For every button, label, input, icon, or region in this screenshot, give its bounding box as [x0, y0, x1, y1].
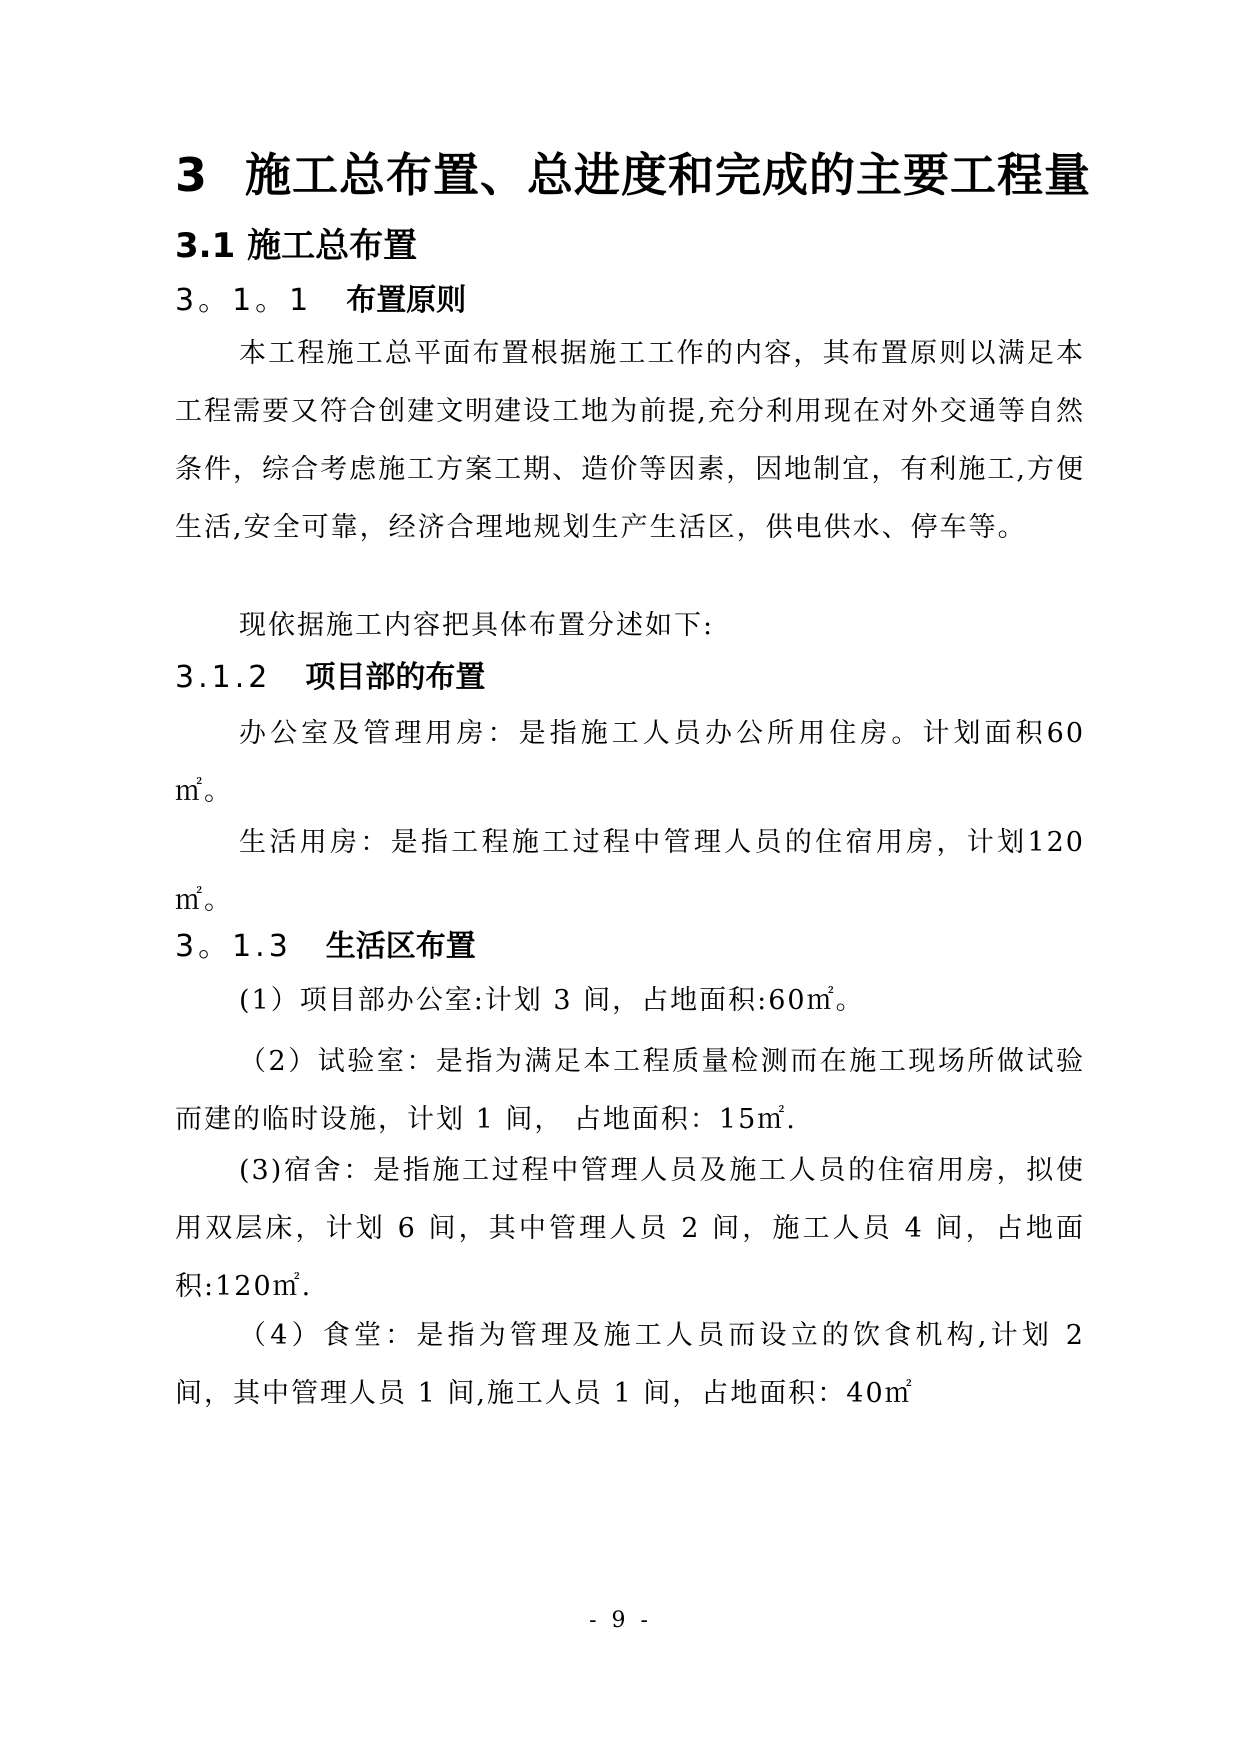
subsection-title-text: 布置原则	[346, 283, 467, 318]
chapter-title-text: 施工总布置、总进度和完成的主要工程量	[245, 148, 1091, 202]
subsection-title-3-1-1	[175, 281, 466, 321]
subsection-title-text: 项目部的布置	[305, 660, 486, 695]
page-number: - 9 -	[589, 1608, 652, 1633]
paragraph-living-housing: 生活用房：是指工程施工过程中管理人员的住宿用房，计划120㎡。	[175, 827, 1085, 916]
list-item-dormitory: (3)宿舍：是指施工过程中管理人员及施工人员的住宿用房，拟使用双层床，计划 6 间，其中管理人员 2 间，施工人员 4 间，占地面积:120㎡.	[175, 1155, 1085, 1302]
subsection-title-text: 生活区布置	[325, 929, 476, 964]
subsection-number: 3.1.2	[175, 660, 272, 695]
subsection-title-3-1-3	[175, 927, 476, 967]
paragraph-layout-principle: 本工程施工总平面布置根据施工工作的内容，其布置原则以满足本工程需要又符合创建文明建设工地为前提,充分利用现在对外交通等自然条件，综合考虑施工方案工期、造价等因素，因地制宜，有利施工,方便生活,安全可靠，经济合理地规划生产生活区，供电供水、停车等。	[175, 338, 1085, 543]
subsection-title-3-1-2	[175, 658, 485, 698]
section-title-3-1: 3.1 施工总布置	[175, 226, 418, 266]
list-item-canteen: （4）食堂：是指为管理及施工人员而设立的饮食机构,计划 2 间，其中管理人员 1 间,施工人员 1 间，占地面积：40㎡	[175, 1320, 1085, 1409]
paragraph-office-housing: 办公室及管理用房：是指施工人员办公所用住房。计划面积60㎡。	[175, 718, 1085, 807]
chapter-title	[175, 145, 1175, 205]
chapter-number: 3	[175, 148, 209, 202]
paragraph-layout-intro: 现依据施工内容把具体布置分述如下:	[239, 610, 715, 641]
subsection-number: 3。1。1	[175, 283, 313, 318]
list-item-project-office: (1）项目部办公室:计划 3 间，占地面积:60㎡。	[239, 985, 865, 1016]
list-item-laboratory: （2）试验室：是指为满足本工程质量检测而在施工现场所做试验而建的临时设施，计划 1 间， 占地面积：15㎡.	[175, 1046, 1085, 1135]
subsection-number: 3。1.3	[175, 929, 292, 964]
